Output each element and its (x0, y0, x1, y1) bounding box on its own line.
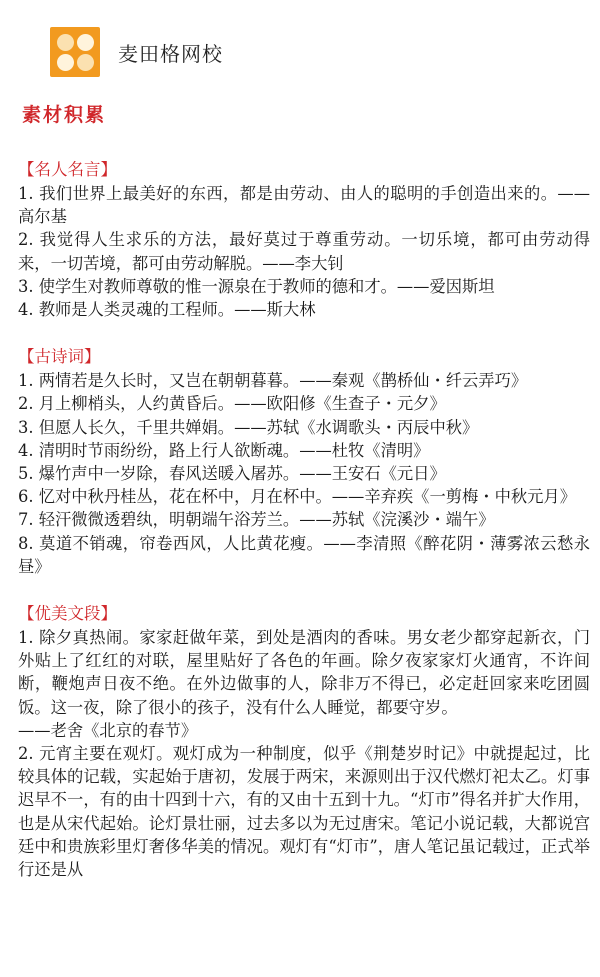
spacer (18, 578, 590, 602)
poem-item: 4. 清明时节雨纷纷，路上行人欲断魂。——杜牧《清明》 (18, 440, 430, 460)
logo-quadrant (77, 34, 94, 51)
poem-item: 5. 爆竹声中一岁除，春风送暖入屠苏。——王安石《元日》 (18, 464, 446, 484)
maitiange-logo-icon[interactable] (50, 27, 100, 77)
logo-quadrant (57, 54, 74, 71)
poem-item: 3. 但愿人长久，千里共婵娟。——苏轼《水调歌头・丙辰中秋》 (18, 417, 479, 437)
passage-text: 2. 元宵主要在观灯。观灯成为一种制度，似乎《荆楚岁时记》中就提起过，比较具体的记载，实起始于唐初，发展于两宋，来源则出于汉代燃灯祀太乙。灯事迟早不一，有的由十四到十六，有的又由十五到十九。“灯市”得名并扩大作用，也是从宋代起始。论灯景壮丽，过去多以为无过唐宋。笔记小说记载，大都说宫廷中和贵族彩里灯奢侈华美的情况。观灯有“灯市”，唐人笔记虽记载过，正式举行还是从 (18, 744, 590, 880)
passage-source: ——老舍《北京的春节》 (18, 720, 198, 740)
quote-item: 3. 使学生对教师尊敬的惟一源泉在于教师的德和才。——爱因斯坦 (18, 276, 495, 296)
poem-item: 1. 两情若是久长时，又岂在朝朝暮暮。——秦观《鹊桥仙・纤云弄巧》 (18, 371, 528, 391)
quote-item: 4. 教师是人类灵魂的工程师。——斯大林 (18, 300, 316, 320)
quote-item: 2. 我觉得人生求乐的方法，最好莫过于尊重劳动。一切乐境，都可由劳动得来，一切苦境，都可由劳动解脱。——李大钊 (18, 230, 590, 273)
passages-category-title: 【优美文段】 (18, 604, 117, 624)
poem-item: 6. 忆对中秋丹桂丛，花在杯中，月在杯中。——辛弃疾《一剪梅・中秋元月》 (18, 487, 576, 507)
poem-item: 8. 莫道不销魂，帘卷西风，人比黄花瘦。——李清照《醉花阴・薄雾浓云愁永昼》 (18, 533, 590, 576)
quotes-category-title: 【名人名言】 (18, 160, 117, 179)
spacer (18, 321, 590, 345)
logo-quadrant (77, 54, 94, 71)
article-content (18, 158, 590, 881)
header (50, 24, 223, 80)
poem-item: 7. 轻汗微微透碧纨，明朝端午浴芳兰。——苏轼《浣溪沙・端午》 (18, 510, 495, 530)
poem-item: 2. 月上柳梢头，人约黄昏后。——欧阳修《生查子・元夕》 (18, 394, 446, 414)
logo-quadrant (57, 34, 74, 51)
brand-name: 麦田格网校 (118, 41, 223, 66)
quote-item: 1. 我们世界上最美好的东西，都是由劳动、由人的聪明的手创造出来的。——高尔基 (18, 184, 590, 227)
section-heading: 素材积累 (22, 104, 107, 126)
poems-category-title: 【古诗词】 (18, 347, 101, 367)
passage-text: 1. 除夕真热闹。家家赶做年菜，到处是酒肉的香味。男女老少都穿起新衣，门外贴上了红红的对联，屋里贴好了各色的年画。除夕夜家家灯火通宵，不许间断，鞭炮声日夜不绝。在外边做事的人，除非万不得已，必定赶回家来吃团圆饭。这一夜，除了很小的孩子，没有什么人睡觉，都要守岁。 (18, 628, 590, 717)
